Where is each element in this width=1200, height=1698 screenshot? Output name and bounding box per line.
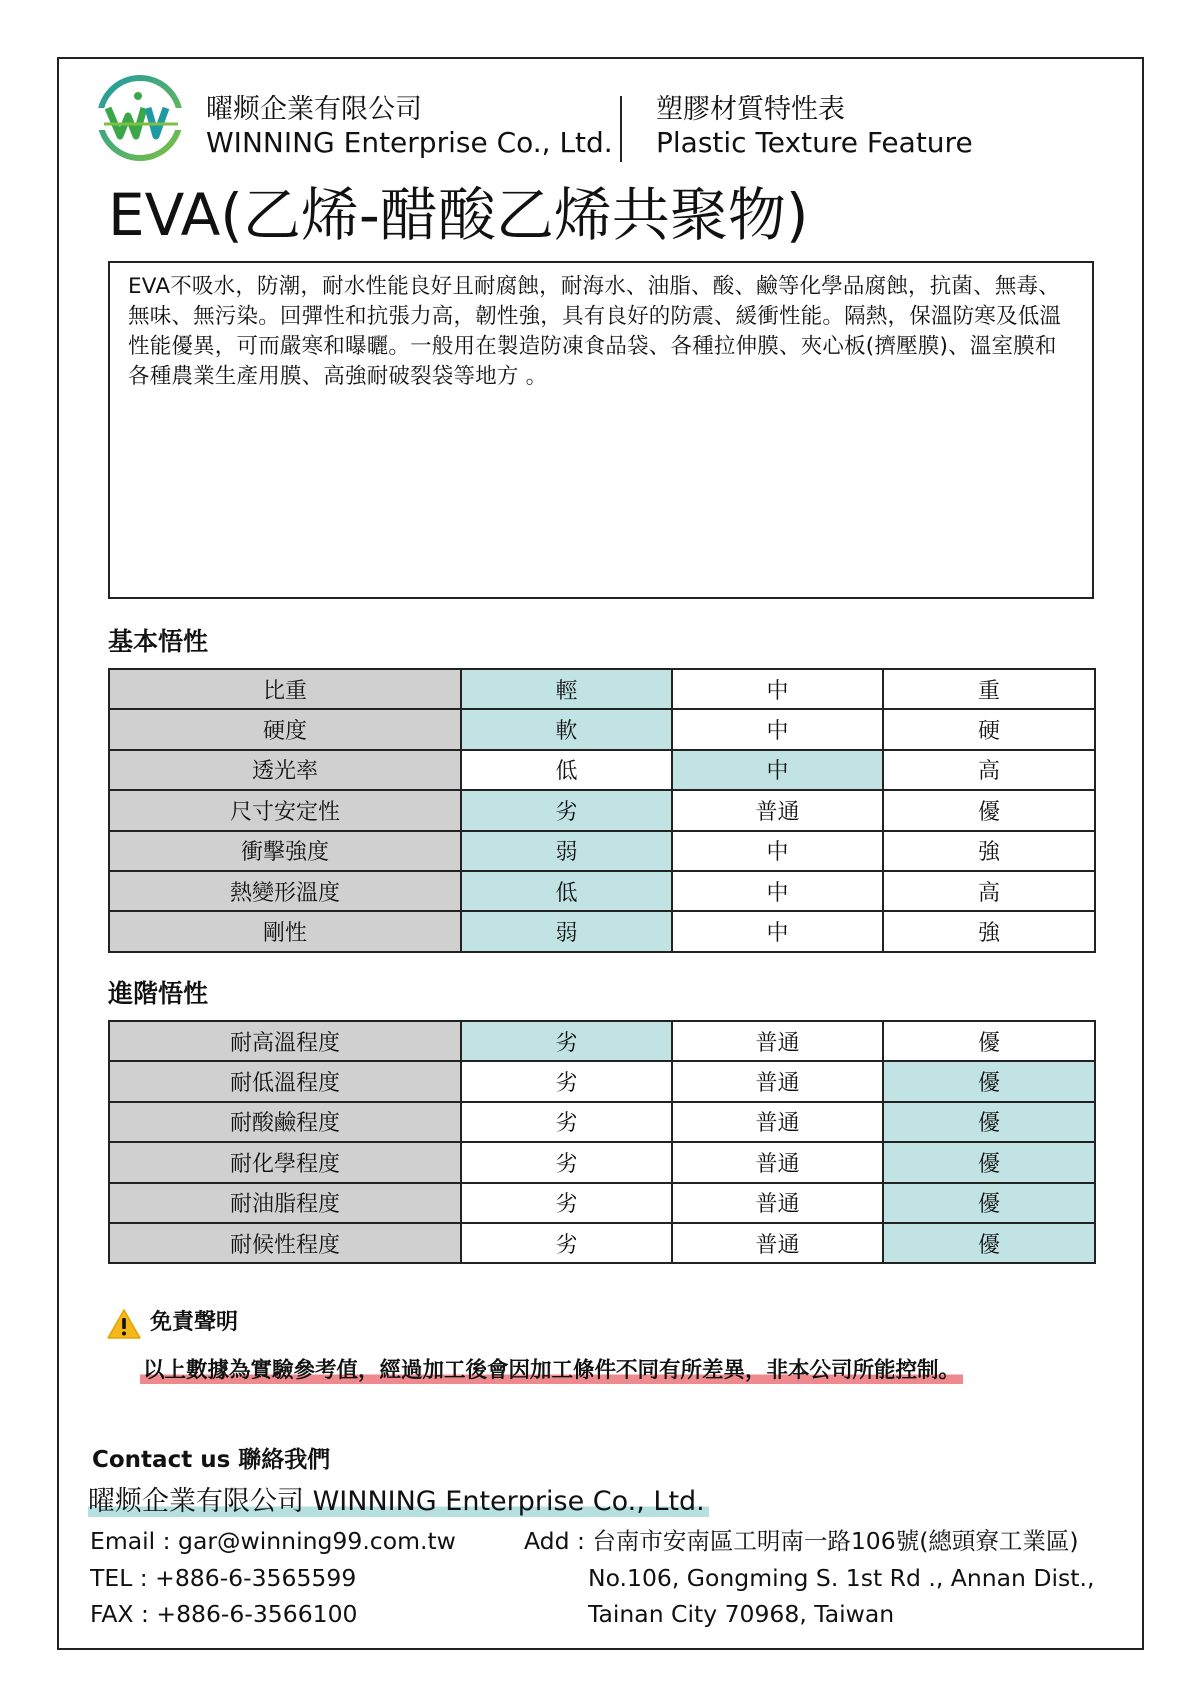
company-name-en: WINNING Enterprise Co., Ltd. [206,126,613,159]
contact-fax: FAX : +886-6-3566100 [90,1600,358,1628]
property-option-selected: 輕 [461,669,672,709]
property-row [109,750,1095,790]
contact-address-line-3: Tainan City 70968, Taiwan [588,1600,895,1628]
property-label: 熱變形溫度 [109,871,461,911]
property-option: 劣 [461,1183,672,1223]
property-option: 高 [883,750,1095,790]
property-option-selected: 中 [672,750,883,790]
property-option: 中 [672,831,883,871]
disclaimer-text: 以上數據為實驗參考值，經過加工後會因加工條件不同有所差異，非本公司所能控制。 [140,1354,963,1388]
property-row [109,1102,1095,1142]
sheet-title-en: Plastic Texture Feature [656,126,973,159]
property-option-selected: 優 [883,1102,1095,1142]
property-option-selected: 弱 [461,911,672,951]
sheet-title-cn: 塑膠材質特性表 [656,94,845,125]
property-row [109,790,1095,830]
property-row [109,669,1095,709]
property-option-selected: 劣 [461,1021,672,1061]
property-option-selected: 優 [883,1142,1095,1182]
property-option-selected: 劣 [461,790,672,830]
property-option: 普通 [672,790,883,830]
property-label: 耐低溫程度 [109,1061,461,1101]
header-divider [620,96,622,162]
property-label: 硬度 [109,709,461,749]
property-label: 比重 [109,669,461,709]
property-row [109,1183,1095,1223]
property-option: 劣 [461,1223,672,1263]
contact-tel: TEL : +886-6-3565599 [90,1564,357,1592]
property-option: 優 [883,1021,1095,1061]
property-option: 高 [883,871,1095,911]
basic-section-title: 基本悟性 [108,627,209,656]
company-name-cn: 曜𫖯企業有限公司 [206,94,422,125]
property-row [109,709,1095,749]
property-option: 中 [672,669,883,709]
winning-logo [94,72,186,164]
property-row [109,871,1095,911]
property-option: 普通 [672,1142,883,1182]
basic-properties-table [108,668,1096,953]
property-label: 剛性 [109,911,461,951]
property-option-selected: 軟 [461,709,672,749]
property-option-selected: 弱 [461,831,672,871]
property-option: 低 [461,750,672,790]
property-option: 優 [883,790,1095,830]
property-option: 強 [883,831,1095,871]
property-option: 普通 [672,1102,883,1142]
property-option: 重 [883,669,1095,709]
property-row [109,1021,1095,1061]
property-option-selected: 低 [461,871,672,911]
contact-address-line-1: Add : 台南市安南區工明南一路106號(總頭寮工業區) [524,1527,1079,1555]
property-label: 尺寸安定性 [109,790,461,830]
contact-address-line-2: No.106, Gongming S. 1st Rd ., Annan Dist., [588,1564,1095,1592]
property-label: 耐酸鹼程度 [109,1102,461,1142]
property-label: 透光率 [109,750,461,790]
property-option: 普通 [672,1223,883,1263]
contact-company: 曜𫖯企業有限公司 WINNING Enterprise Co., Ltd. [88,1484,709,1520]
property-option-selected: 優 [883,1223,1095,1263]
property-row [109,1223,1095,1263]
property-option: 強 [883,911,1095,951]
property-label: 耐候性程度 [109,1223,461,1263]
description-text: EVA不吸水，防潮，耐水性能良好且耐腐蝕，耐海水、油脂、酸、鹼等化學品腐蝕，抗菌、無毒、無味、無污染。回彈性和抗張力高，韌性強，具有良好的防震、緩衝性能。隔熱，保溫防寒及低溫性能優異，可而嚴寒和曝曬。一般用在製造防凍食品袋、各種拉伸膜、夾心板(擠壓膜)、溫室膜和各種農業生產用膜、高強耐破裂袋等地方 。 [128,274,1062,389]
property-row [109,831,1095,871]
property-row [109,1061,1095,1101]
property-option: 中 [672,709,883,749]
contact-email: Email : gar@winning99.com.tw [90,1527,456,1555]
warning-icon [106,1308,142,1340]
property-row [109,911,1095,951]
property-option: 劣 [461,1142,672,1182]
contact-title: Contact us 聯絡我們 [92,1447,331,1473]
property-label: 耐高溫程度 [109,1021,461,1061]
property-option: 普通 [672,1061,883,1101]
property-option: 中 [672,871,883,911]
property-label: 衝擊強度 [109,831,461,871]
property-option-selected: 優 [883,1183,1095,1223]
property-row [109,1142,1095,1182]
material-title: EVA(乙烯-醋酸乙烯共聚物) [108,181,809,249]
property-option: 中 [672,911,883,951]
description-box [108,261,1094,599]
property-label: 耐化學程度 [109,1142,461,1182]
advanced-properties-table [108,1020,1096,1264]
property-option: 普通 [672,1183,883,1223]
property-option: 普通 [672,1021,883,1061]
property-option: 硬 [883,709,1095,749]
property-option: 劣 [461,1102,672,1142]
disclaimer-title: 免責聲明 [150,1310,239,1335]
property-option: 劣 [461,1061,672,1101]
property-option-selected: 優 [883,1061,1095,1101]
property-label: 耐油脂程度 [109,1183,461,1223]
advanced-section-title: 進階悟性 [108,979,209,1008]
